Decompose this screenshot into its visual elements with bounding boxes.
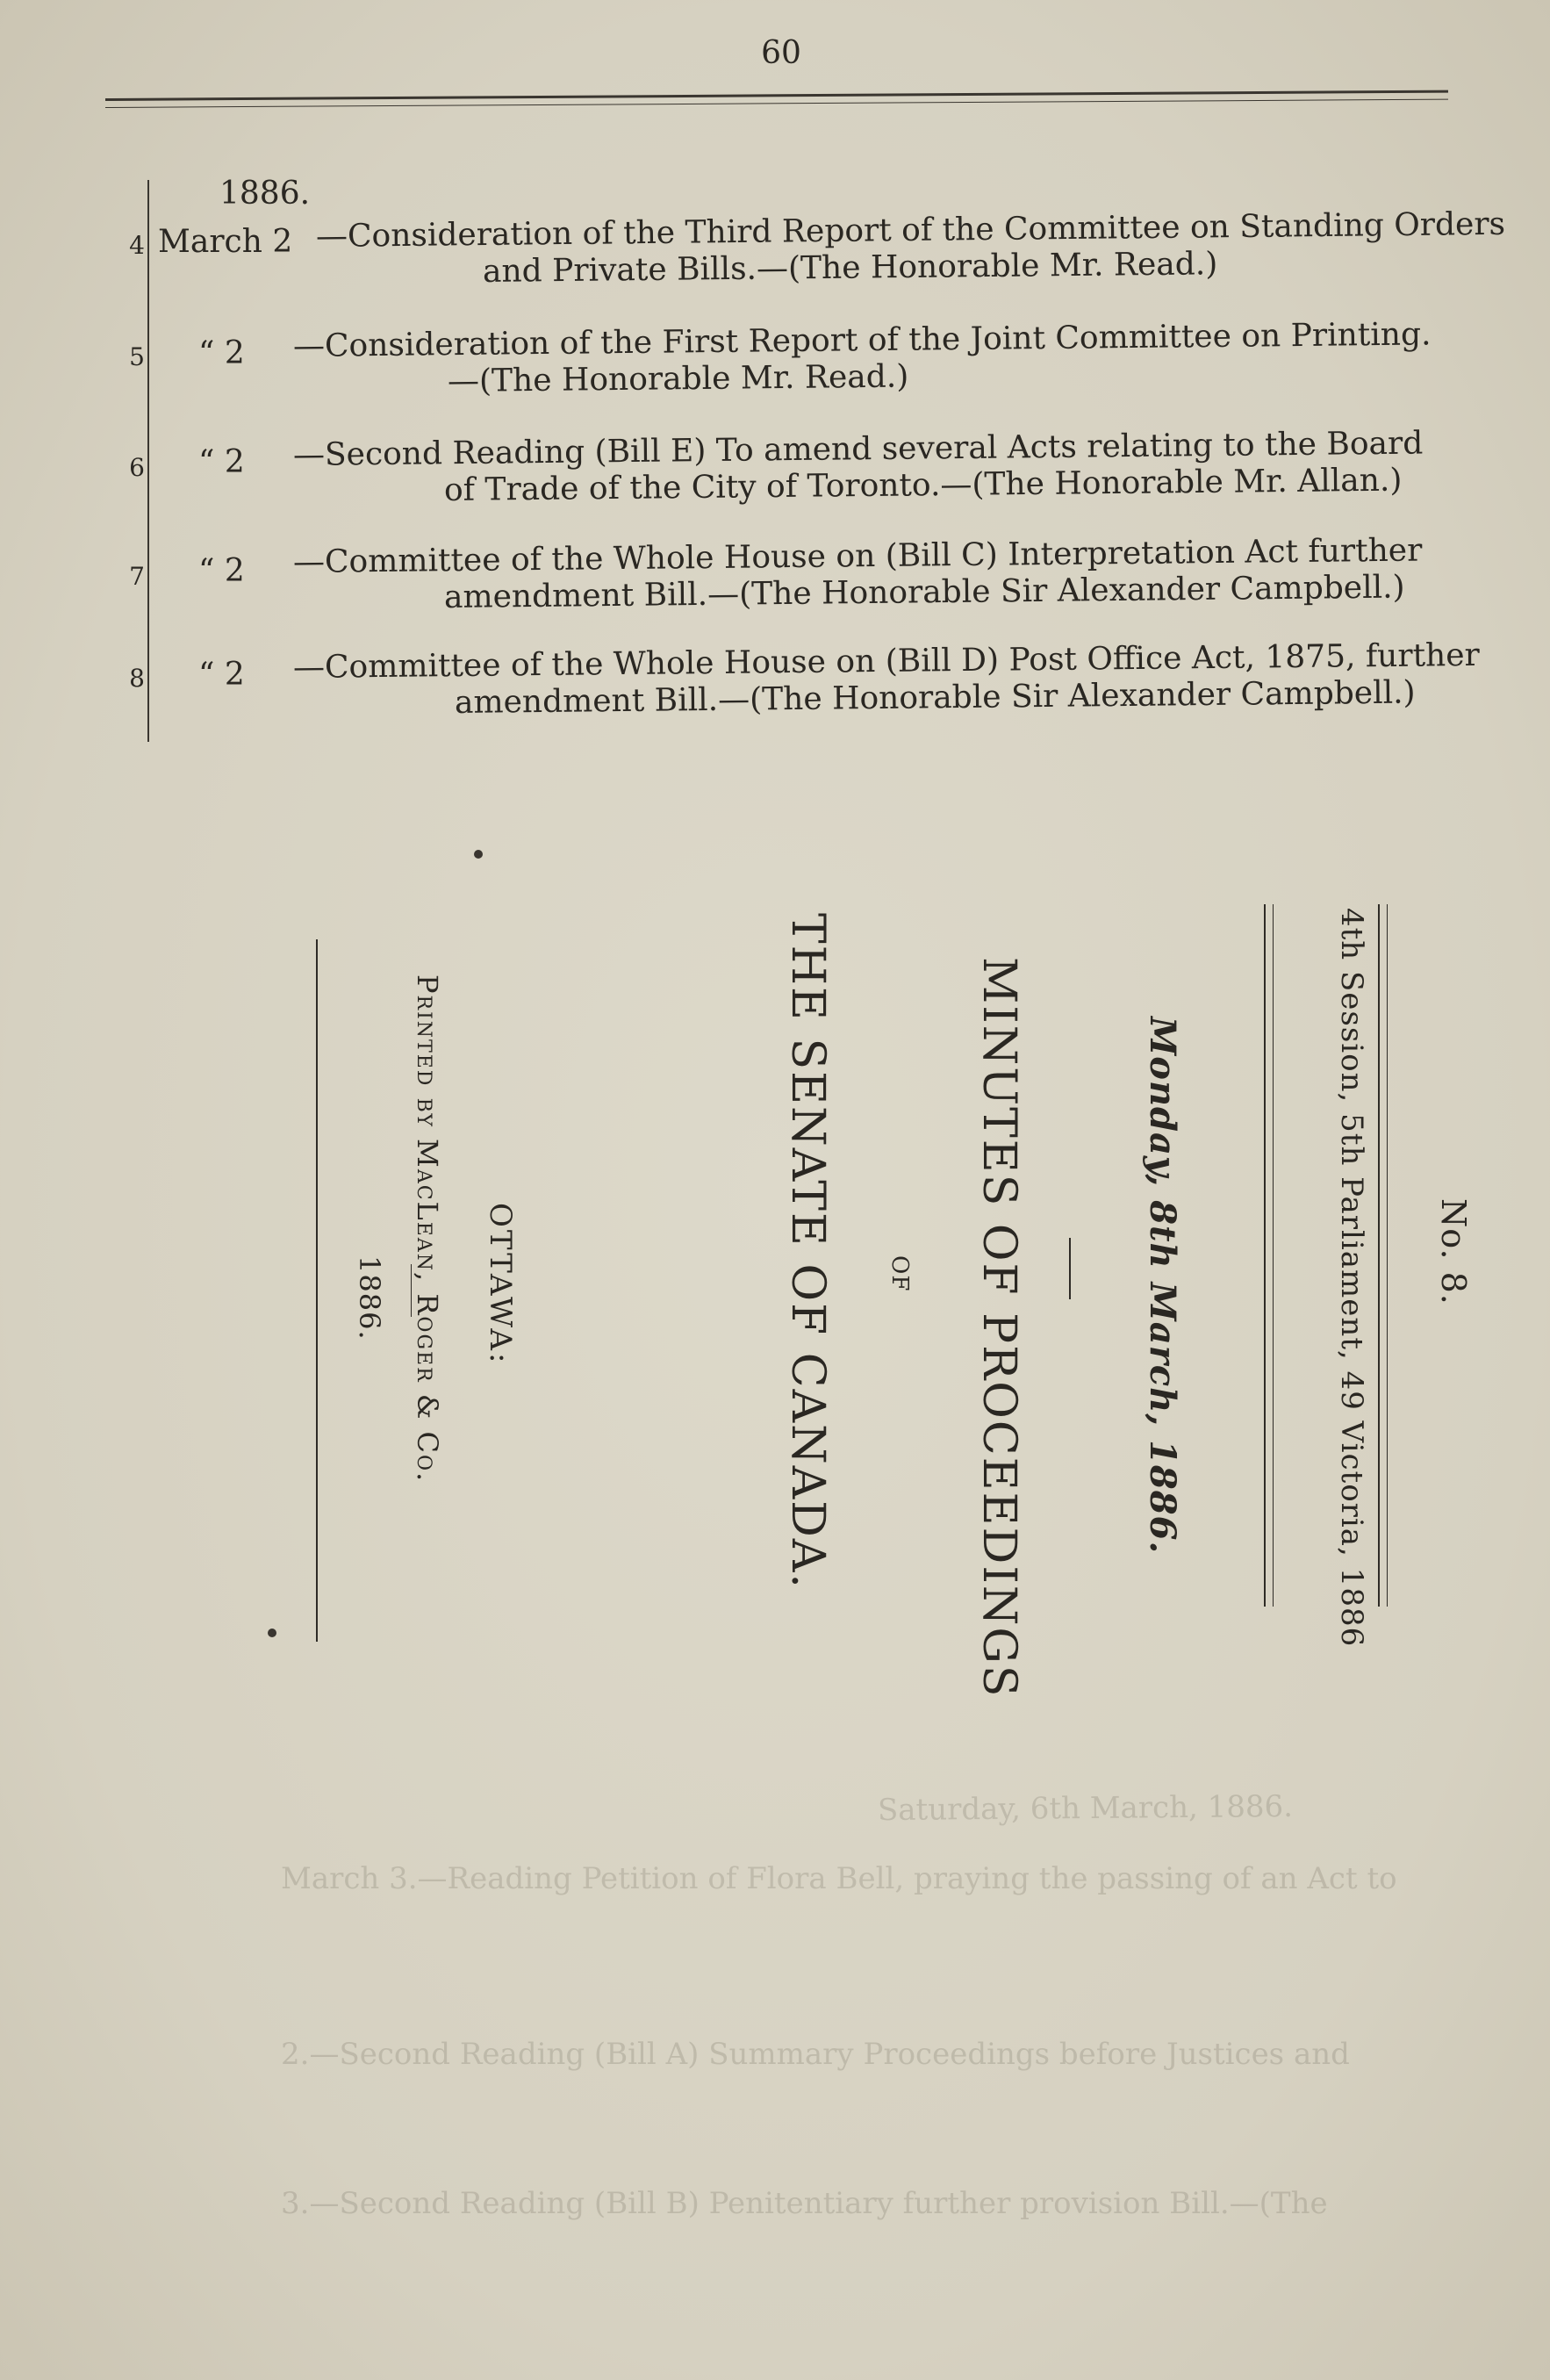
title-rule [1387,904,1388,1607]
entry-text-line: —Consideration of the First Report of the Joint Committee on Printing. [292,316,1432,364]
entry-text-line: —Committee of the Whole House on (Bill D) Post Office Act, 1875, further [292,636,1480,686]
specks [474,850,483,859]
entry-text-line: —(The Honorable Mr. Read.) [447,358,909,399]
title-line-1: MINUTES OF PROCEEDINGS [972,957,1025,1699]
title-rule [1264,904,1266,1607]
entry-text-line: and Private Bills.—(The Honorable Mr. Read.) [482,246,1218,290]
title-of: OF [886,1255,913,1292]
entry-date: March 2 [158,224,293,260]
bleed-through-text: March 3.—Reading Petition of Flora Bell, praying the passing of an Act to [281,1861,1397,1896]
entry-text-line: —Consideration of the Third Report of the Committee on Standing Orders [315,205,1506,255]
entry-date: “ 2 [198,335,245,371]
entry-text-line: amendment Bill.—(The Honorable Sir Alexander Campbell.) [443,569,1405,615]
session-line: 4th Session, 5th Parliament, 49 Victoria, 1886 [1334,908,1369,1648]
title-rule [316,939,318,1642]
imprint-year: 1886. [353,1255,386,1341]
order-entry [0,525,1550,622]
entry-number: 4 [129,231,145,260]
specks [268,1629,276,1637]
title-rule [1378,904,1380,1607]
issue-number: No. 8. [1434,1198,1473,1305]
entry-text-line: of Trade of the City of Toronto.—(The Honorable Mr. Allan.) [443,462,1403,508]
short-rule [1069,1238,1071,1299]
title-rule [1273,904,1274,1607]
entry-date: “ 2 [198,657,245,693]
entry-text-line: —Committee of the Whole House on (Bill C) Interpretation Act further [292,532,1423,580]
entry-number: 8 [129,664,145,693]
rotated-title-page [228,904,1473,1699]
entry-number: 7 [129,562,145,591]
orders-of-the-day [0,0,1550,790]
entry-number: 6 [129,453,145,482]
entry-text-line: amendment Bill.—(The Honorable Sir Alexander Campbell.) [454,674,1416,721]
title-line-2: THE SENATE OF CANADA. [781,913,834,1590]
entry-text-line: —Second Reading (Bill E) To amend several Acts relating to the Board [292,425,1424,473]
short-rule [411,1264,412,1317]
sitting-date: Monday, 8th March, 1886. [1142,1017,1183,1555]
imprint-place: OTTAWA: [483,1203,518,1366]
orders-year: 1886. [219,176,311,212]
order-entry [0,205,1550,312]
bleed-through-text: 2.—Second Reading (Bill A) Summary Proceedings before Justices and [281,2037,1350,2072]
bleed-through-text: Saturday, 6th March, 1886. [877,1788,1294,1829]
bleed-through-text: 3.—Second Reading (Bill B) Penitentiary further provision Bill.—(The [281,2186,1328,2221]
entry-number: 5 [129,342,145,371]
order-entry [0,316,1550,413]
page-number: 60 [761,35,801,71]
imprint-printer: Printed by MacLean, Roger & Co. [411,974,444,1484]
entry-date: “ 2 [198,444,245,480]
order-entry [0,420,1550,516]
entry-date: “ 2 [198,553,245,589]
order-entry [0,630,1550,727]
